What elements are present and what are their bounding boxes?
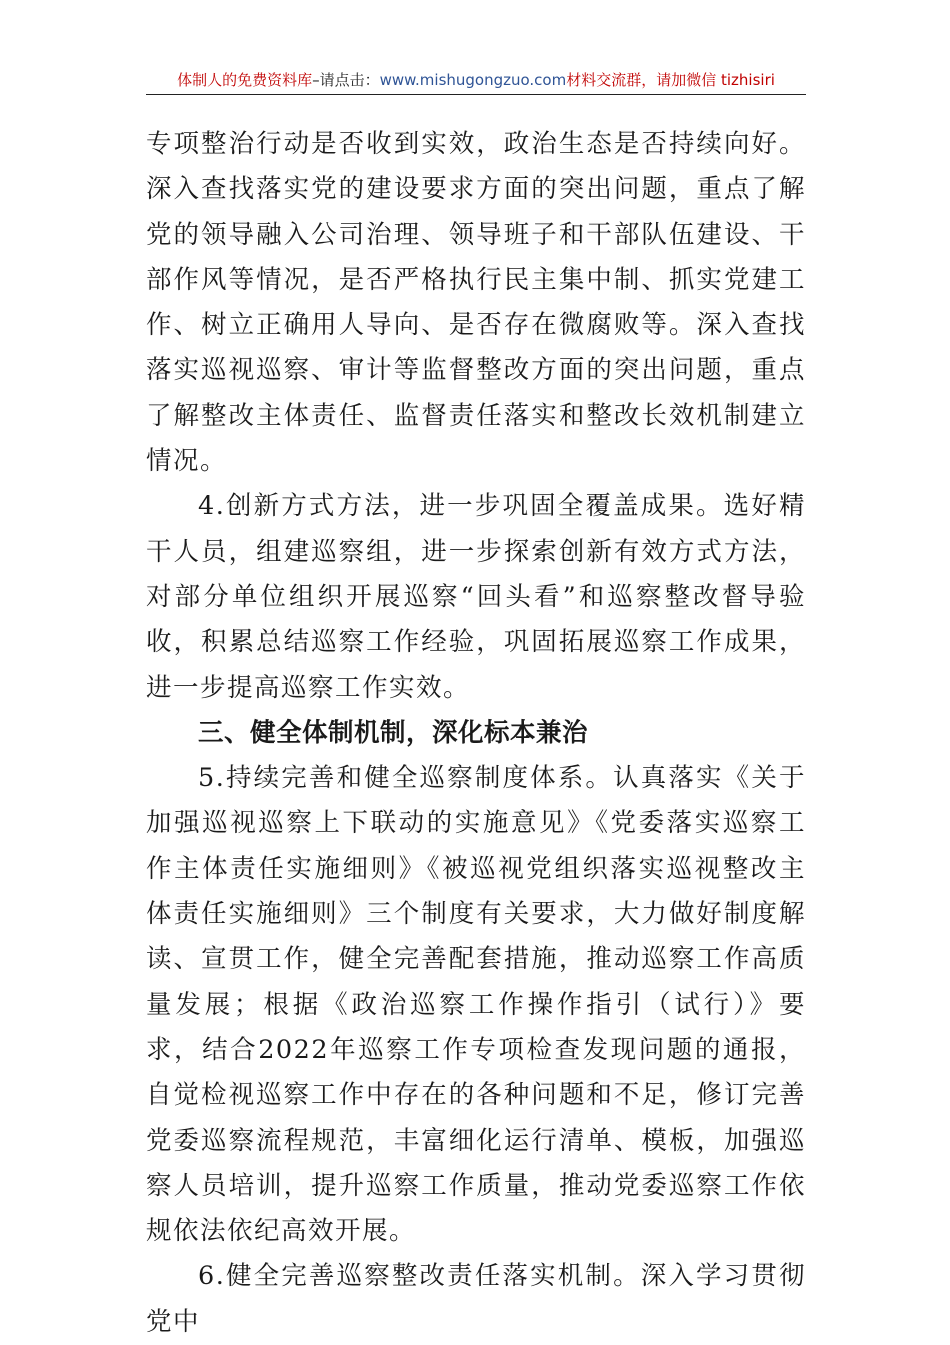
paragraph-item-5: 5.持续完善和健全巡察制度体系。认真落实《关于加强巡视巡察上下联动的实施意见》《党委落实巡察工作主体责任实施细则》《被巡视党组织落实巡视整改主体责任实施细则》三个制度有关要求，大力做好制度解读、宣贯工作，健全完善配套措施，推动巡察工作高质量发展；根据《政治巡察工作操作指引（试行）》要求，结合2022年巡察工作专项检查发现问题的通报，自觉检视巡察工作中存在的各种问题和不足，修订完善党委巡察流程规范，丰富细化运行清单、模板，加强巡察人员培训，提升巡察工作质量，推动党委巡察工作依规依法依纪高效开展。 (146, 763, 806, 1247)
page-header (146, 66, 806, 95)
site-url-link[interactable]: www.mishugongzuo.com (379, 71, 567, 89)
document-body (146, 122, 806, 1345)
group-invite-text: 材料交流群，请加微信 tizhisiri (566, 71, 775, 89)
paragraph-continuation: 专项整治行动是否收到实效，政治生态是否持续向好。深入查找落实党的建设要求方面的突出问题，重点了解党的领导融入公司治理、领导班子和干部队伍建设、干部作风等情况，是否严格执行民主集中制、抓实党建工作、树立正确用人导向、是否存在微腐败等。深入查找落实巡视巡察、审计等监督整改方面的突出问题，重点了解整改主体责任、监督责任落实和整改长效机制建立情况。 (146, 129, 806, 477)
header-prompt: –请点击： (312, 71, 380, 89)
site-name: 体制人的免费资料库 (177, 71, 313, 89)
paragraph-item-6: 6.健全完善巡察整改责任落实机制。深入学习贯彻党中 (146, 1261, 806, 1337)
paragraph-item-4: 4.创新方式方法，进一步巩固全覆盖成果。选好精干人员，组建巡察组，进一步探索创新有效方式方法，对部分单位组织开展巡察“回头看”和巡察整改督导验收，积累总结巡察工作经验，巩固拓展巡察工作成果，进一步提高巡察工作实效。 (146, 491, 806, 703)
section-heading: 三、健全体制机制，深化标本兼治 (198, 717, 589, 748)
